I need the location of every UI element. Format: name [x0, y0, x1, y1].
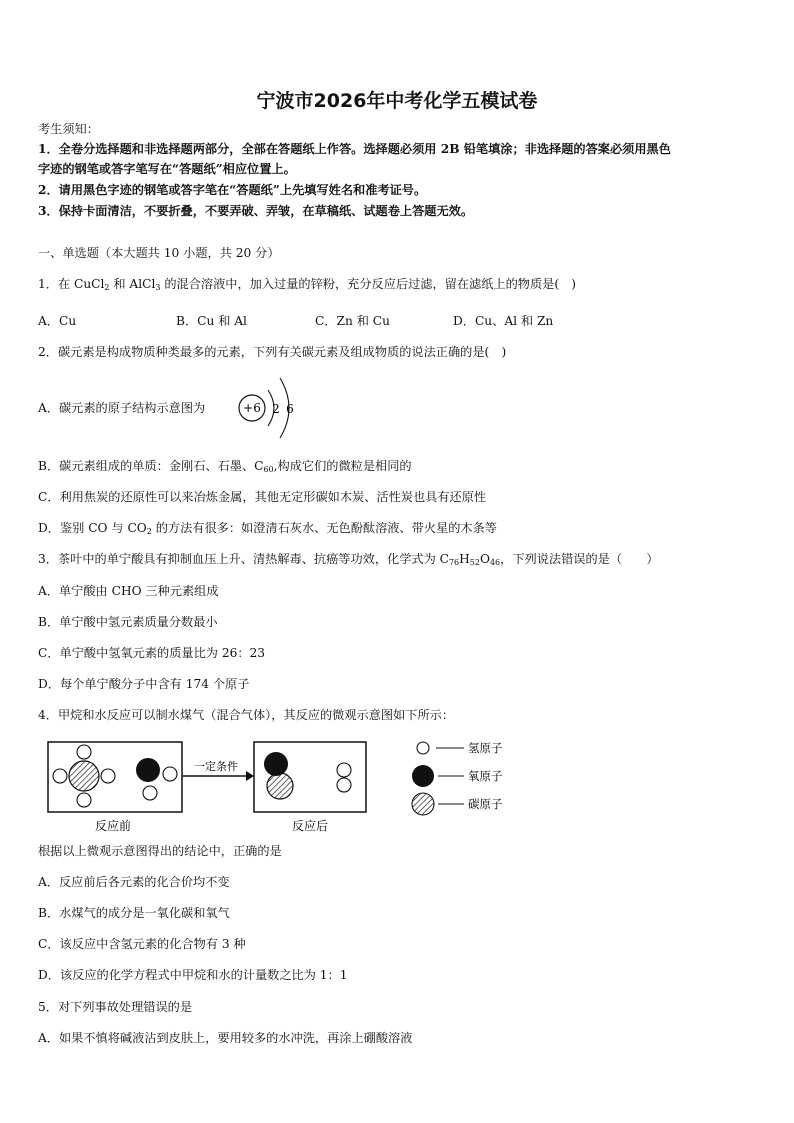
question-4-stem: 4．甲烷和水反应可以制水煤气（混合气体），其反应的微观示意图如下所示： — [38, 708, 455, 722]
hydrogen-atom-icon — [337, 763, 351, 777]
question-5-option-a: A．如果不慎将碱液沾到皮肤上，要用较多的水冲洗，再涂上硼酸溶液 — [38, 1031, 413, 1045]
question-1-option-a: A．Cu — [38, 314, 77, 328]
shell-2-electrons: 6 — [286, 402, 294, 416]
arrow-condition-label: 一定条件 — [194, 760, 238, 773]
hydrogen-atom-icon — [77, 745, 91, 759]
notice-line-2: 2．请用黑色字迹的钢笔或答字笔在“答题纸”上先填写姓名和准考证号。 — [38, 183, 427, 197]
question-1-stem: 1．在 CuCl$_2$ 和 AlCl$_3$ 的混合溶液中，加入过量的锌粉，充分反应后过滤，留在滤纸上的物质是( ) — [38, 277, 577, 292]
question-3-option-c: C．单宁酸中氢氧元素的质量比为 26：23 — [38, 646, 266, 660]
question-2-option-b: B．碳元素组成的单质：金刚石、石墨、$C_{60}$,构成它们的微粒是相同的 — [38, 459, 412, 474]
question-4-option-d: D．该反应的化学方程式中甲烷和水的计量数之比为 1：1 — [38, 968, 348, 982]
question-4-conclusion: 根据以上微观示意图得出的结论中，正确的是 — [38, 844, 282, 858]
hydrogen-atom-icon — [101, 769, 115, 783]
oxygen-atom-icon — [136, 758, 160, 782]
question-3-option-b: B．单宁酸中氢元素质量分数最小 — [38, 615, 218, 629]
legend-oxygen-icon — [412, 765, 434, 787]
question-4-option-a: A．反应前后各元素的化合价均不变 — [38, 875, 230, 889]
question-5-stem: 5．对下列事故处理错误的是 — [38, 1000, 193, 1014]
legend-carbon-icon — [412, 793, 434, 815]
shell-1-electrons: 2 — [272, 402, 280, 416]
section-heading: 一、单选题（本大题共 10 小题，共 20 分） — [38, 246, 280, 260]
hydrogen-atom-icon — [53, 769, 67, 783]
after-label: 反应后 — [291, 819, 329, 833]
nucleus-charge: +6 — [243, 401, 261, 415]
question-4-option-c: C．该反应中含氢元素的化合物有 3 种 — [38, 937, 246, 951]
question-1-option-b: B．Cu 和 Al — [176, 314, 247, 328]
question-3-stem: 3．茶叶中的单宁酸具有抑制血压上升、清热解毒、抗癌等功效，化学式为 $C_{76}H_{52}O_{46}$，下列说法错误的是（ ） — [38, 552, 659, 567]
hydrogen-atom-icon — [163, 767, 177, 781]
legend-oxygen-label: 氧原子 — [468, 769, 503, 783]
arrow-head-icon — [246, 771, 254, 781]
question-3-option-a: A．单宁酸由 CHO 三种元素组成 — [38, 584, 219, 598]
hydrogen-atom-icon — [77, 793, 91, 807]
question-2-option-c: C．利用焦炭的还原性可以来冶炼金属，其他无定形碳如木炭、活性炭也具有还原性 — [38, 490, 487, 504]
question-1-option-d: D．Cu、Al 和 Zn — [453, 314, 554, 328]
legend-hydrogen-label: 氢原子 — [468, 741, 503, 755]
before-label: 反应前 — [94, 819, 132, 833]
question-2-option-a: A．碳元素的原子结构示意图为 — [38, 401, 206, 415]
question-2-stem: 2．碳元素是构成物质种类最多的元素，下列有关碳元素及组成物质的说法正确的是( ) — [38, 345, 507, 359]
carbon-atom-structure-diagram — [232, 372, 304, 444]
question-1-option-c: C．Zn 和 Cu — [315, 314, 390, 328]
hydrogen-atom-icon — [337, 778, 351, 792]
notice-line-3: 3．保持卡面清洁，不要折叠，不要弄破、弄皱，在草稿纸、试题卷上答题无效。 — [38, 204, 474, 218]
oxygen-atom-icon — [264, 752, 288, 776]
reaction-micro-diagram — [40, 738, 520, 834]
carbon-atom-icon — [267, 773, 293, 799]
notice-line-1a: 1．全卷分选择题和非选择题两部分，全部在答题纸上作答。选择题必须用 2B 铅笔填涂；非选择题的答案必须用黑色 — [38, 142, 671, 156]
carbon-atom-icon — [69, 761, 99, 791]
legend-carbon-label: 碳原子 — [468, 797, 503, 811]
notice-line-1b: 字迹的钢笔或答字笔写在“答题纸”相应位置上。 — [38, 162, 296, 176]
question-2-option-d: D．鉴别 CO 与 $CO_2$ 的方法有很多：如澄清石灰水、无色酚酞溶液、带火星的木条等 — [38, 521, 497, 536]
question-3-option-d: D．每个单宁酸分子中含有 174 个原子 — [38, 677, 250, 691]
notice-heading: 考生须知： — [38, 122, 99, 136]
legend-hydrogen-icon — [417, 742, 429, 754]
question-4-option-b: B．水煤气的成分是一氧化碳和氧气 — [38, 906, 230, 920]
page-title: 宁波市2026年中考化学五模试卷 — [256, 90, 538, 112]
hydrogen-atom-icon — [143, 786, 157, 800]
